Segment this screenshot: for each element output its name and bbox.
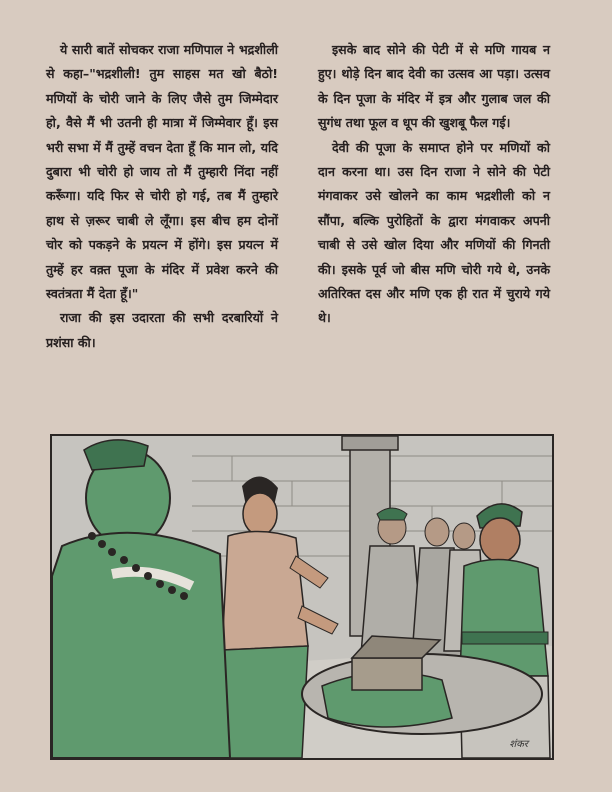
temple-scene-illustration: [52, 436, 552, 758]
right-paragraph-1: इसके बाद सोने की पेटी में से मणि गायब न हुए। थोड़े दिन बाद देवी का उत्सव आ पड़ा। उत्सव के दिन पूजा के मंदिर में इत्र और गुलाब जल की सुगंध तथा फूल व धूप की खुशबू फैल गई।: [318, 42, 550, 131]
left-paragraph-2: राजा की इस उदारता की सभी दरबारियों ने प्रशंसा की।: [46, 310, 278, 350]
artist-signature: शंकर: [509, 739, 528, 750]
illustration-panel: [50, 434, 554, 760]
right-paragraph-2: देवी की पूजा के समाप्त होने पर मणियों को दान करना था। उस दिन राजा ने सोने की पेटी मंगवाकर उसे खोलने का काम भद्रशीली को न सौंपा, बल्कि पुरोहितों के द्वारा मंगवाकर अपनी चाबी से उसे खोल दिया और मणियों की गिनती की। इसके पूर्व जो बीस मणि चोरी गये थे, उनके अतिरिक्त दस और मणि एक ही रात में चुराये गये थे।: [318, 139, 550, 326]
left-paragraph-1: ये सारी बातें सोचकर राजा मणिपाल ने भद्रशीली से कहा–"भद्रशीली! तुम साहस मत खो बैठो! मणियों के चोरी जाने के लिए जैसे तुम जिम्मेदार हो, वैसे मैं भी उतनी ही मात्रा में जिम्मेवार हूँ। इस भरी सभा में मैं तुम्हें वचन देता हूँ कि मान लो, यदि दुबारा भी चोरी हो जाय तो मैं तुम्हारी निंदा नहीं करूँगा। यदि फिर से चोरी हो गई, तब मैं तुम्हारे हाथ से ज़रूर चाबी ले लूँगा। इस बीच हम दोनों चोर को पकड़ने के प्रयत्न में होंगे। इस प्रयत्न में तुम्हें हर वक़्त पूजा के मंदिर में प्रवेश करने की स्वतंत्रता मैं देता हूँ।": [46, 42, 278, 302]
gold-box: [352, 658, 422, 690]
right-text-column: [318, 38, 550, 331]
left-text-column: [46, 38, 278, 355]
